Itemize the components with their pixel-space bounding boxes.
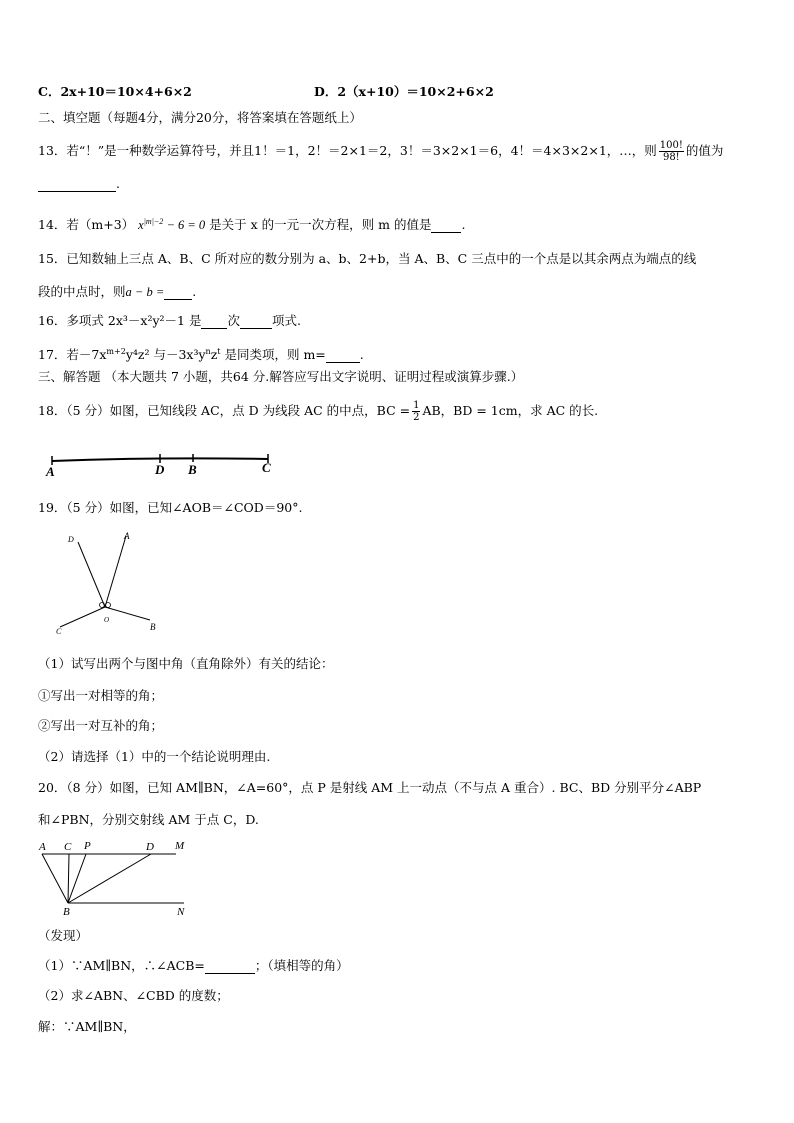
section-heading-fill-in: 二、填空题（每题4分，满分20分，将答案填在答题纸上）	[38, 110, 362, 125]
label-o: O	[104, 616, 110, 624]
question-19-part-1a: ①写出一对相等的角；	[38, 688, 164, 703]
segment-diagram	[38, 452, 288, 478]
question-15-line-2: 段的中点时，则a − b = .	[38, 284, 197, 299]
label-d: D	[146, 841, 154, 853]
label-a: A	[46, 464, 55, 478]
question-20-line-1: 20．（8 分）如图，已知 AM∥BN，∠A=60°，点 P 是射线 AM 上一动点（不与点 A 重合）. BC、BD 分别平分∠ABP	[38, 780, 702, 795]
answer-blank[interactable]	[205, 960, 255, 974]
question-20-line-2: 和∠PBN，分别交射线 AM 于点 C，D.	[38, 812, 259, 827]
fraction: $\frac{1}{2}$	[413, 400, 420, 423]
label-b: B	[63, 906, 70, 918]
question-20-solution: 解：∵AM∥BN，	[38, 1019, 136, 1034]
label-c: C	[56, 627, 62, 636]
answer-blank[interactable]	[38, 178, 116, 192]
option-c: C．2x+10＝10×4+6×2	[38, 84, 192, 99]
answer-blank[interactable]	[326, 349, 360, 363]
question-20-discover: （发现）	[38, 928, 89, 943]
question-19-part-1b: ②写出一对互补的角；	[38, 718, 164, 733]
label-b: B	[150, 622, 156, 632]
answer-blank[interactable]	[201, 315, 227, 329]
question-14: 14．若（m+3） $x^{|m|-2} - 6 = 0$ 是关于 x 的一元一次方程，则 m 的值是 .	[38, 217, 466, 233]
question-13-answer-line: .	[38, 176, 120, 192]
label-a: A	[39, 841, 46, 853]
question-19-part-1: （1）试写出两个与图中角（直角除外）有关的结论：	[38, 656, 334, 671]
answer-blank[interactable]	[240, 315, 272, 329]
label-d: D	[68, 535, 74, 544]
answer-blank[interactable]	[431, 219, 461, 233]
question-18: 18．（5 分）如图，已知线段 AC，点 D 为线段 AC 的中点，BC = $\frac{1}{2}$ AB，BD = 1cm，求 AC 的长.	[38, 400, 599, 423]
answer-blank[interactable]	[164, 286, 192, 300]
question-13: 13．若“！”是一种数学运算符号，并且1！＝1，2！＝2×1＝2，3！＝3×2×1＝6，4！＝4×3×2×1，…，则 $\frac{100!}{98!}$ 的值为	[38, 140, 724, 163]
label-p: P	[84, 840, 91, 852]
question-20-part-2: （2）求∠ABN、∠CBD 的度数；	[38, 988, 229, 1003]
question-19-part-2: （2）请选择（1）中的一个结论说明理由.	[38, 749, 271, 764]
question-16: 16．多项式 2x³－x²y²－1 是 次 项式.	[38, 313, 301, 328]
question-15-line-1: 15．已知数轴上三点 A、B、C 所对应的数分别为 a、b、2+b，当 A、B、C 三点中的一个点是以其余两点为端点的线	[38, 251, 697, 266]
label-a: A	[124, 531, 130, 541]
label-m: M	[175, 840, 185, 852]
parallel-lines-diagram	[36, 836, 196, 920]
fraction: $\frac{100!}{98!}$	[659, 140, 683, 163]
label-c: C	[64, 841, 72, 853]
option-d: D．2（x+10）＝10×2+6×2	[314, 84, 494, 99]
question-20-part-1: （1）∵AM∥BN，∴∠ACB= ；（填相等的角）	[38, 958, 349, 973]
label-n: N	[177, 906, 185, 918]
label-c: C	[262, 460, 271, 475]
label-b: B	[188, 462, 197, 477]
section-heading-solve: 三、解答题 （本大题共 7 小题，共64 分.解答应写出文字说明、证明过程或演算步骤.）	[38, 369, 524, 384]
label-d: D	[155, 462, 165, 477]
angle-diagram	[50, 530, 170, 636]
question-19: 19．（5 分）如图，已知∠AOB＝∠COD＝90°.	[38, 500, 303, 515]
question-17: 17．若$-7x^{m+2}y^4z^2$ 与$-3x^3y^nz^t$ 是同类项，则 m= .	[38, 347, 364, 363]
